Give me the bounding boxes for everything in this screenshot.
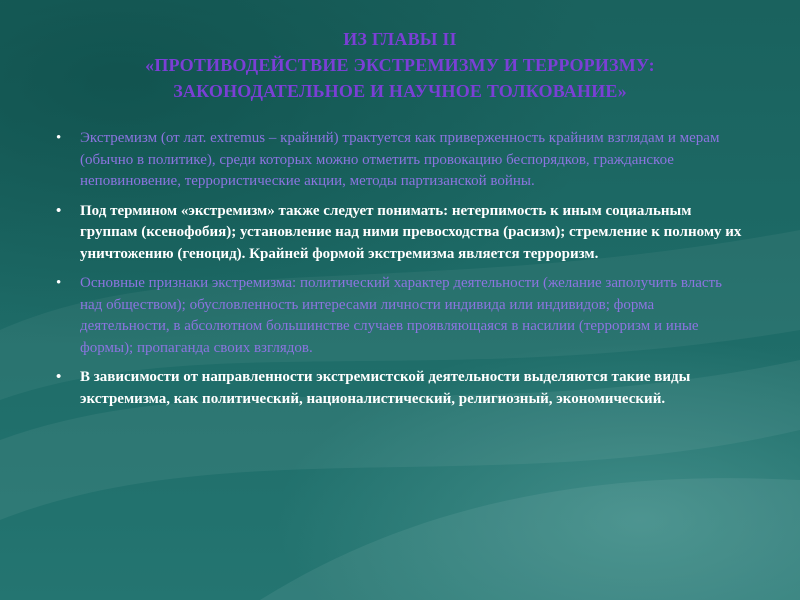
bullet-text-4: В зависимости от направленности экстремистской деятельности выделяются такие виды экстремизма, как политический, националистический, религиозный, экономический.: [80, 369, 691, 407]
title-line-2: «ПРОТИВОДЕЙСТВИЕ ЭКСТРЕМИЗМУ И ТЕРРОРИЗМУ:: [145, 55, 655, 75]
title-line-1: ИЗ ГЛАВЫ II: [343, 29, 457, 49]
bullet-text-1: Экстремизм (от лат. extremus – крайний) трактуется как приверженность крайним взглядам и мерам (обычно в политике), среди которых можно отметить провокацию беспорядков, гражданское неповиновение, террористические акции, методы партизанской войны.: [80, 130, 720, 189]
bullet-item-2: [54, 201, 744, 266]
bullet-dot-icon: •: [56, 130, 62, 146]
bullet-text-2: Под термином «экстремизм» также следует понимать: нетерпимость к иным социальным группам (ксенофобия); установление над ними превосходства (расизм); стремление к полному их уничтожению (геноцид). Крайней формой экстремизма является терроризм.: [80, 202, 742, 262]
bullet-list: [54, 128, 744, 418]
bullet-item-1: [54, 128, 744, 193]
bullet-dot-icon: •: [56, 369, 62, 385]
bullet-item-4: [54, 367, 744, 410]
bullet-dot-icon: •: [56, 202, 62, 219]
title-line-3: ЗАКОНОДАТЕЛЬНОЕ И НАУЧНОЕ ТОЛКОВАНИЕ»: [173, 81, 627, 101]
slide-title: [40, 26, 760, 104]
bullet-item-3: [54, 273, 744, 359]
bullet-dot-icon: •: [56, 275, 62, 291]
swoosh-band-3: [260, 478, 800, 600]
bullet-text-3: Основные признаки экстремизма: политический характер деятельности (желание заполучить власть над обществом); обусловленность интересами личности индивида или индивидов; форма деятельности, в абсолютном большинстве случаев проявляющаяся в насилии (терроризм и иные формы); пропаганда своих взглядов.: [80, 275, 722, 356]
